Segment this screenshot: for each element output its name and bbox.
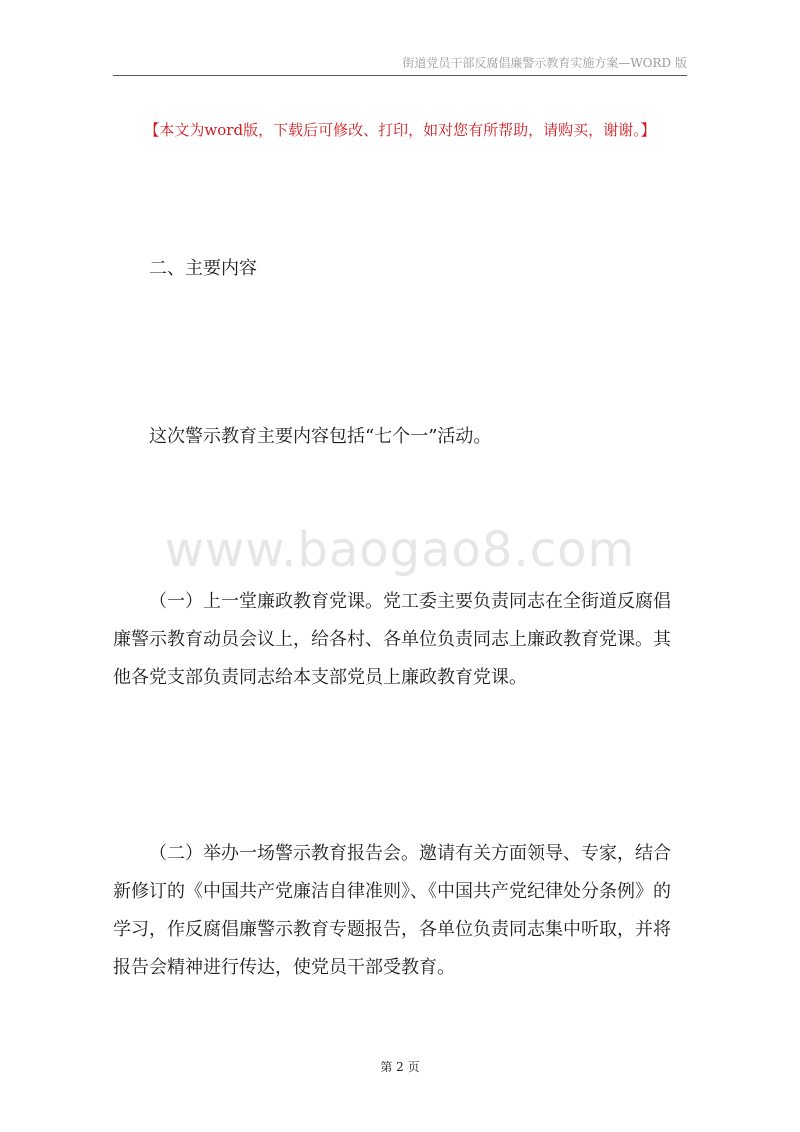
header-divider	[113, 75, 687, 76]
page-number: 第 2 页	[380, 1060, 420, 1074]
section-heading: 二、主要内容	[149, 258, 257, 279]
download-notice: 【本文为word版，下载后可修改、打印，如对您有所帮助，请购买，谢谢。】	[144, 121, 656, 139]
site-watermark: www.baogao8.com	[164, 522, 636, 578]
body-paragraph-3: （二）举办一场警示教育报告会。邀请有关方面领导、专家，结合新修订的《中国共产党廉洁自律准则》、《中国共产党纪律处分条例》的学习，作反腐倡廉警示教育专题报告，各单位负责同志集中听取，并将报告会精神进行传达，使党员干部受教育。	[113, 843, 671, 978]
body-paragraph-2: （一）上一堂廉政教育党课。党工委主要负责同志在全街道反腐倡廉警示教育动员会议上，给各村、各单位负责同志上廉政教育党课。其他各党支部负责同志给本支部党员上廉政教育党课。	[113, 591, 671, 688]
running-header: 街道党员干部反腐倡廉警示教育实施方案—WORD 版	[402, 56, 687, 70]
body-paragraph-1: 这次警示教育主要内容包括“七个一”活动。	[149, 426, 492, 447]
